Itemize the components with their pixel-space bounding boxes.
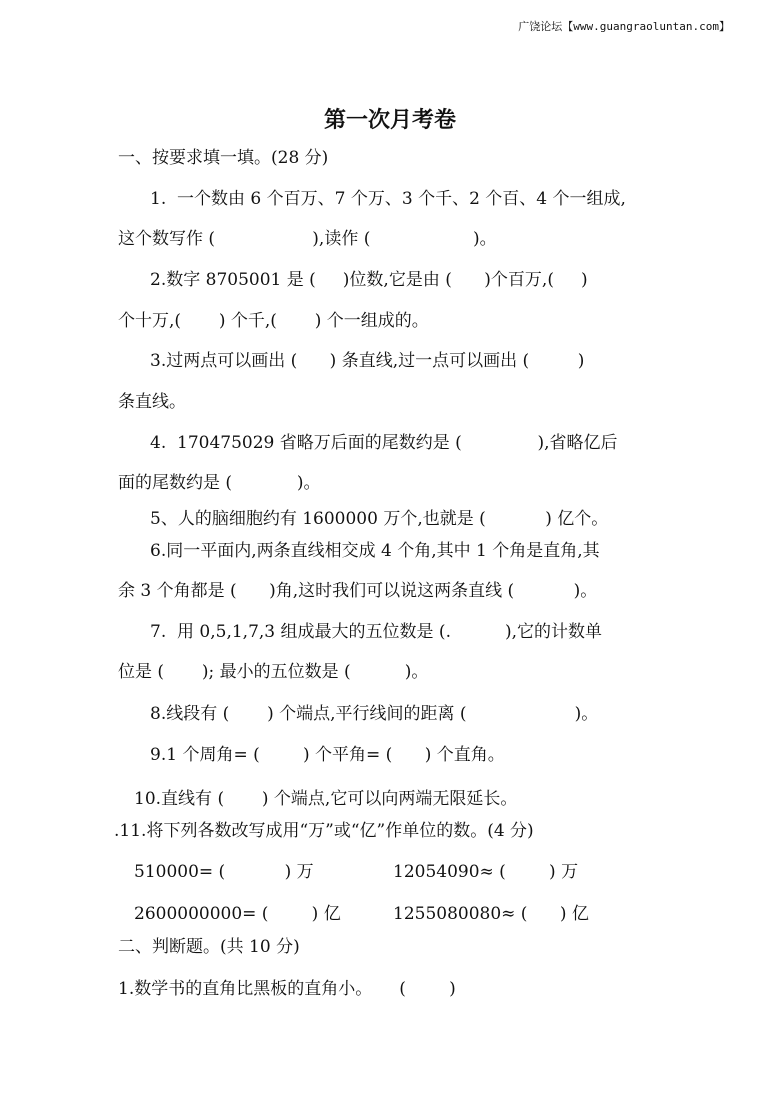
question-line: 6.同一平面内,两条直线相交成 4 个角,其中 1 个角是直角,其	[150, 541, 600, 561]
conversion-item: 1255080080≈ ( ) 亿	[393, 904, 589, 924]
question-line: 条直线。	[118, 392, 186, 412]
question-line: 3.过两点可以画出 ( ) 条直线,过一点可以画出 ( )	[150, 351, 585, 371]
question-line: 1. 一个数由 6 个百万、7 个万、3 个千、2 个百、4 个一组成,	[150, 189, 626, 209]
question-line: 1.数学书的直角比黑板的直角小。 ( )	[118, 979, 456, 999]
question-line: 面的尾数约是 ( )。	[118, 473, 321, 493]
question-line: 位是 ( ); 最小的五位数是 ( )。	[118, 662, 429, 682]
conversion-item: 510000= ( ) 万	[134, 862, 314, 882]
question-line: 7. 用 0,5,1,7,3 组成最大的五位数是 (. ),它的计数单	[150, 622, 603, 642]
question-line: .11.将下列各数改写成用“万”或“亿”作单位的数。(4 分)	[114, 821, 534, 841]
section-1-heading: 一、按要求填一填。(28 分)	[118, 148, 329, 168]
conversion-item: 2600000000= ( ) 亿	[134, 904, 341, 924]
question-line: 10.直线有 ( ) 个端点,它可以向两端无限延长。	[134, 789, 518, 809]
question-line: 个十万,( ) 个千,( ) 个一组成的。	[118, 311, 429, 331]
question-line: 2.数字 8705001 是 ( )位数,它是由 ( )个百万,( )	[150, 270, 588, 290]
question-line: 4. 170475029 省略万后面的尾数约是 ( ),省略亿后	[150, 433, 618, 453]
question-line: 9.1 个周角= ( ) 个平角= ( ) 个直角。	[150, 745, 505, 765]
question-line: 余 3 个角都是 ( )角,这时我们可以说这两条直线 ( )。	[118, 581, 598, 601]
page-title: 第一次月考卷	[323, 108, 456, 133]
site-header: 广饶论坛【www.guangraoluntan.com】	[518, 20, 730, 33]
question-line: 8.线段有 ( ) 个端点,平行线间的距离 ( )。	[150, 704, 599, 724]
section-2-heading: 二、判断题。(共 10 分)	[118, 937, 300, 957]
conversion-item: 12054090≈ ( ) 万	[393, 862, 579, 882]
question-line: 这个数写作 ( ),读作 ( )。	[118, 229, 497, 249]
question-line: 5、人的脑细胞约有 1600000 万个,也就是 ( ) 亿个。	[150, 509, 609, 529]
